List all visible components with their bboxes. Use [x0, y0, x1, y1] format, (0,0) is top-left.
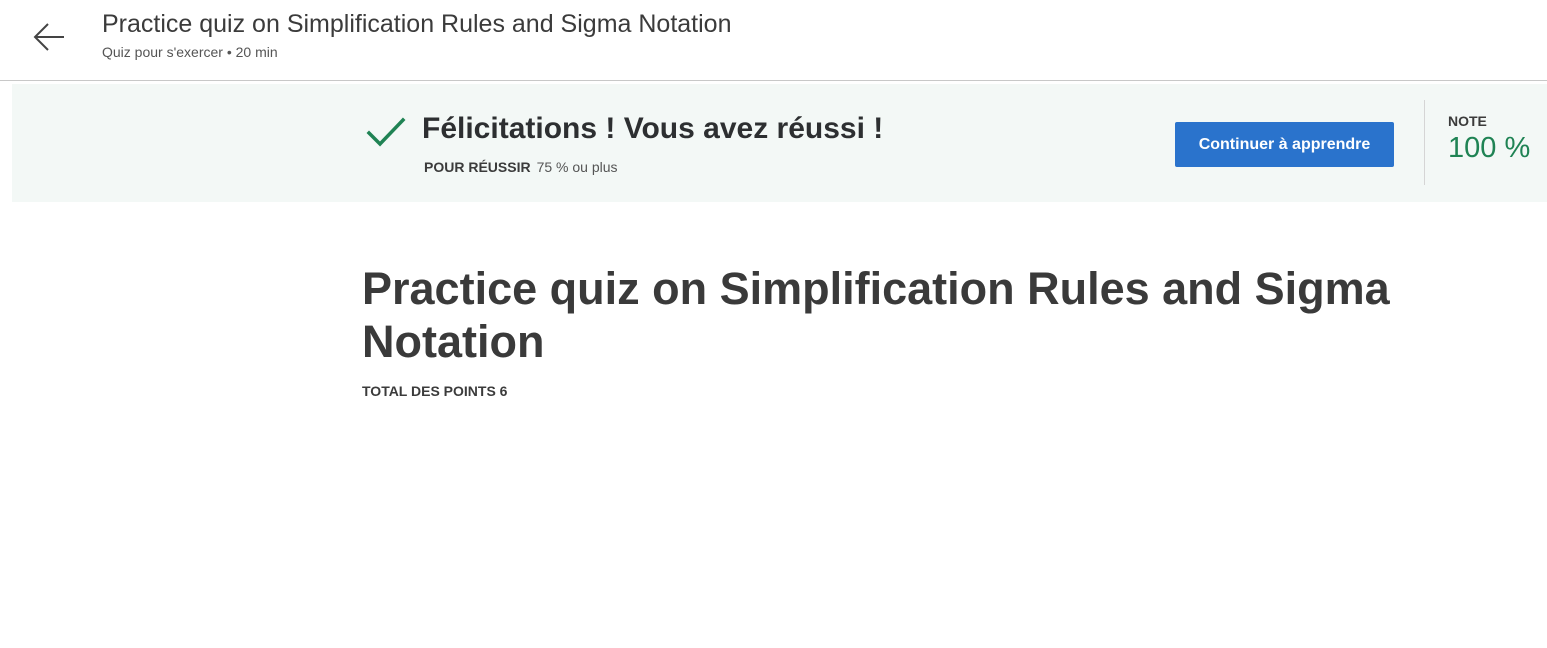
quiz-title: Practice quiz on Simplification Rules and Sigma Notation: [362, 263, 1390, 367]
total-points: TOTAL DES POINTS 6: [362, 383, 508, 399]
success-message: Félicitations ! Vous avez réussi !: [422, 112, 884, 145]
arrow-left-icon: [32, 22, 66, 52]
grade-label: NOTE: [1448, 113, 1487, 129]
grade-value: 100 %: [1448, 132, 1531, 164]
back-button[interactable]: [28, 18, 70, 56]
header-subtitle: Quiz pour s'exercer • 20 min: [102, 44, 278, 60]
passing-label: POUR RÉUSSIR: [424, 159, 531, 175]
header-title: Practice quiz on Simplification Rules and Sigma Notation: [102, 10, 732, 38]
top-header: [0, 0, 1547, 81]
checkmark-icon: [366, 116, 406, 148]
continue-learning-button[interactable]: Continuer à apprendre: [1175, 122, 1394, 167]
passing-value: 75 % ou plus: [536, 159, 618, 175]
divider: [1424, 100, 1425, 185]
result-banner: [12, 84, 1547, 202]
passing-requirement: [424, 159, 618, 175]
